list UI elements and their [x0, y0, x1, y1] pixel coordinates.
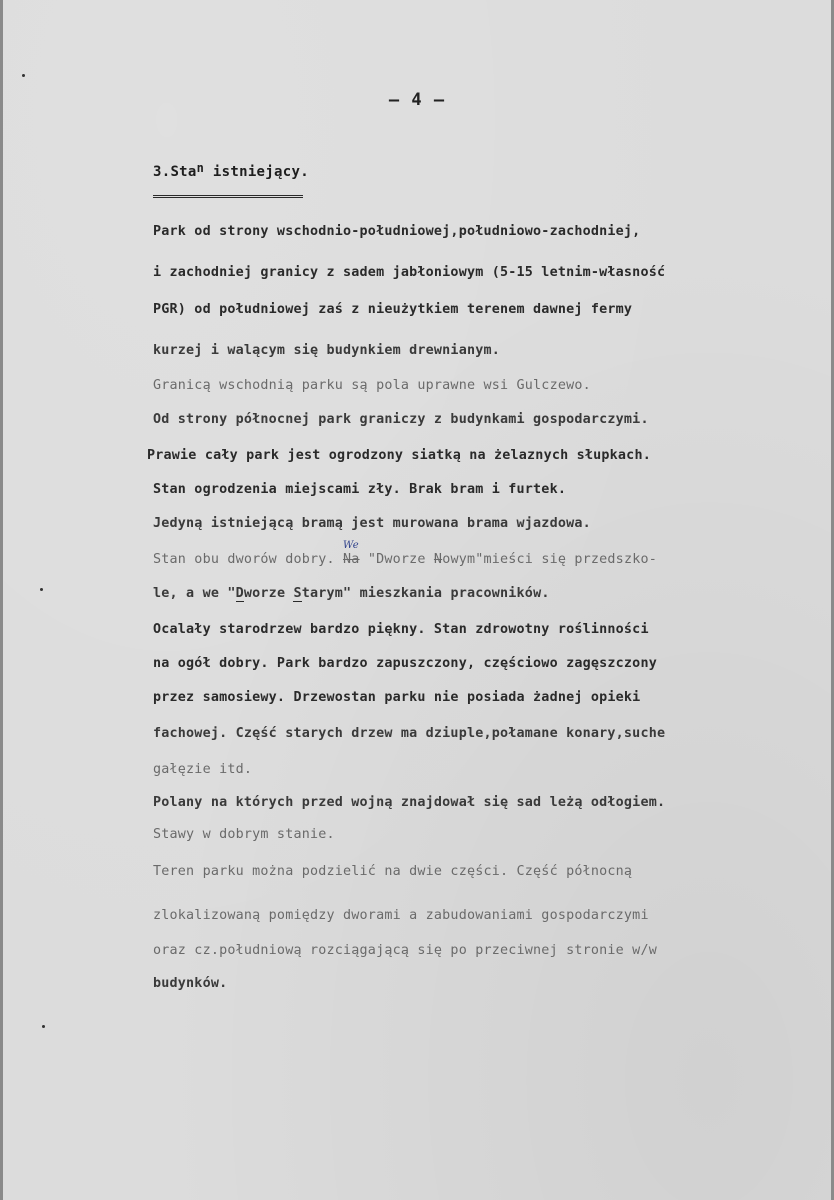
handwritten-correction: We	[343, 540, 359, 551]
line-segment: Stan obu dworów dobry.	[153, 552, 344, 567]
text-line: Stawy w dobrym stanie.	[153, 827, 335, 842]
text-line-corrected	[153, 540, 793, 567]
line-segment: worze	[243, 586, 294, 601]
line-segment: owym"mieści się przedszko-	[442, 552, 657, 567]
section-heading	[153, 161, 309, 180]
text-line: budynków.	[153, 976, 228, 991]
text-line: oraz cz.południową rozciągającą się po przeciwnej stronie w/w	[153, 943, 657, 958]
text-line: Polany na których przed wojną znajdował się sad leżą odłogiem.	[153, 795, 666, 810]
text-line: kurzej i walącym się budynkiem drewnianym.	[153, 343, 500, 358]
page-left-edge	[0, 0, 3, 1200]
struck-text: Na	[343, 552, 360, 567]
text-line: Od strony północnej park graniczy z budynkami gospodarczymi.	[153, 412, 649, 427]
text-line: Ocalały starodrzew bardzo piękny. Stan zdrowotny roślinności	[153, 622, 649, 637]
text-line: Teren parku można podzielić na dwie części. Część północną	[153, 864, 633, 879]
line-segment: le, a we "	[153, 586, 236, 601]
text-line: przez samosiewy. Drzewostan parku nie posiada żadnej opieki	[153, 690, 641, 705]
paper-speck	[22, 74, 25, 77]
text-line: PGR) od południowej zaś z nieużytkiem terenem dawnej fermy	[153, 302, 633, 317]
line-segment: tarym" mieszkania pracowników.	[301, 586, 550, 601]
text-line-corrected	[153, 586, 793, 601]
text-line: na ogół dobry. Park bardzo zapuszczony, częściowo zagęszczony	[153, 656, 657, 671]
text-line: Park od strony wschodnio-południowej,południowo-zachodniej,	[153, 224, 641, 239]
correction	[343, 540, 360, 567]
text-line: zlokalizowaną pomiędzy dworami a zabudowaniami gospodarczymi	[153, 908, 649, 923]
heading-suffix: istniejący.	[204, 164, 309, 180]
text-line: Prawie cały park jest ogrodzony siatką na żelaznych słupkach.	[147, 448, 651, 463]
underlined-letter: S	[293, 586, 302, 601]
text-line: Granicą wschodnią parku są pola uprawne wsi Gulczewo.	[153, 378, 591, 393]
paper-speck	[40, 588, 43, 591]
text-line: Jedyną istniejącą bramą jest murowana brama wjazdowa.	[153, 516, 591, 531]
page-number: – 4 –	[388, 90, 446, 110]
line-segment: "Dworze	[359, 552, 434, 567]
text-line: gałęzie itd.	[153, 762, 253, 777]
heading-superscript: n	[196, 161, 205, 175]
text-line: fachowej. Część starych drzew ma dziuple,połamane konary,suche	[153, 726, 666, 741]
underlined-letter: D	[235, 586, 244, 601]
heading-underline	[153, 195, 303, 198]
heading-prefix: 3.Sta	[153, 164, 197, 180]
text-line: i zachodniej granicy z sadem jabłoniowym (5-15 letnim-własność	[153, 265, 666, 280]
paper-speck	[42, 1025, 45, 1028]
struck-text: N	[433, 552, 443, 567]
text-line: Stan ogrodzenia miejscami zły. Brak bram i furtek.	[153, 482, 567, 497]
